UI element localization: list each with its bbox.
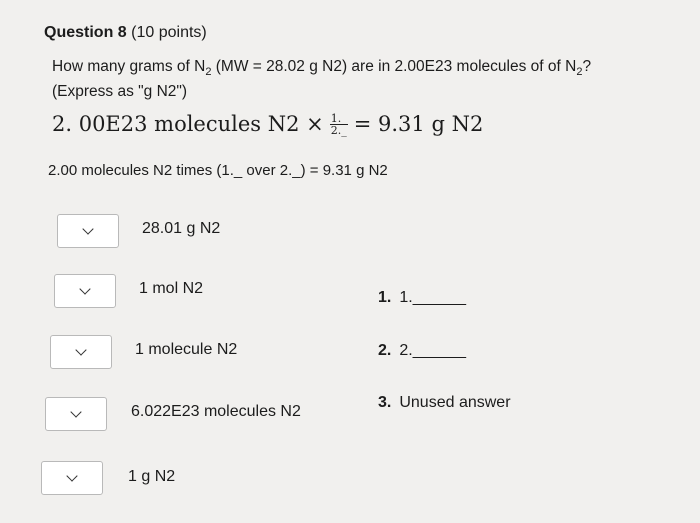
option-dropdown-3[interactable]: [50, 335, 112, 369]
question-text-part: ?: [582, 58, 592, 75]
answer-text: Unused answer: [399, 394, 511, 411]
chevron-down-icon: [66, 470, 77, 481]
chevron-down-icon: [75, 344, 86, 355]
chevron-down-icon: [79, 283, 90, 294]
answer-slot-2[interactable]: [378, 342, 466, 360]
equation-fraction: [330, 113, 348, 136]
question-instruction: (Express as "g N2"): [52, 83, 188, 101]
fraction-denominator: 2._: [330, 123, 347, 137]
plain-equation: 2.00 molecules N2 times (1._ over 2._) = 9.31 g N2: [48, 162, 388, 179]
fraction-numerator: 1._: [330, 111, 347, 125]
chevron-down-icon: [82, 223, 93, 234]
question-text-part: (MW = 28.02 g N2) are in 2.00E23 molecules of of N: [211, 58, 577, 75]
equation: [52, 112, 483, 136]
equation-left: 2. 00E23 molecules N2 ×: [52, 112, 324, 136]
subscript: 2: [205, 66, 212, 79]
option-dropdown-4[interactable]: [45, 397, 107, 431]
answer-slot-3[interactable]: [378, 394, 511, 412]
option-label-3: 1 molecule N2: [135, 341, 238, 358]
option-dropdown-1[interactable]: [57, 214, 119, 248]
answer-number: 3.: [378, 394, 392, 411]
question-label: Question 8: [44, 24, 127, 41]
answer-number: 1.: [378, 289, 392, 306]
question-text-part: How many grams of N: [52, 58, 206, 75]
answer-slot-1[interactable]: [378, 289, 466, 307]
option-label-1: 28.01 g N2: [142, 220, 221, 237]
chevron-down-icon: [70, 406, 81, 417]
question-points: (10 points): [131, 24, 207, 41]
subscript: 2: [576, 66, 583, 79]
option-dropdown-2[interactable]: [54, 274, 116, 308]
option-label-5: 1 g N2: [128, 468, 176, 485]
answer-text: 2.______: [399, 342, 467, 359]
option-dropdown-5[interactable]: [41, 461, 103, 495]
question-text: [52, 57, 591, 102]
answer-number: 2.: [378, 342, 392, 359]
option-label-4: 6.022E23 molecules N2: [131, 403, 301, 420]
answer-text: 1.______: [399, 289, 467, 306]
question-title: [44, 24, 207, 42]
equation-right: = 9.31 g N2: [353, 112, 484, 136]
option-label-2: 1 mol N2: [139, 280, 204, 297]
